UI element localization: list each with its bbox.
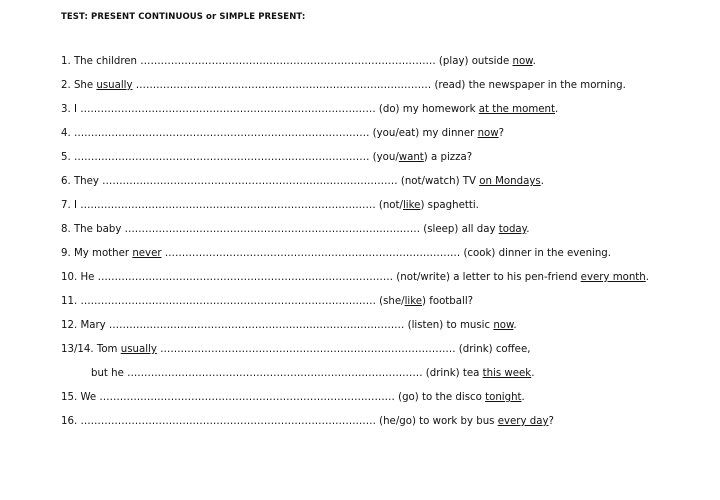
item-keyword: usually — [96, 80, 133, 91]
exercise-item-2 — [61, 79, 626, 93]
item-text: ? — [498, 128, 505, 139]
item-text: ? — [548, 416, 554, 427]
item-keyword: like — [402, 200, 421, 211]
item-keyword: at the moment — [478, 104, 555, 115]
item-keyword: usually — [120, 344, 157, 355]
exercise-item-9 — [61, 247, 611, 261]
exercise-item-16 — [61, 415, 554, 429]
item-text: 16. …………………………………………………………………………… (he/go) to work by bus — [61, 416, 498, 427]
item-keyword: never — [132, 248, 162, 259]
item-text: …………………………………………………………………………… (drink) coffee, — [156, 344, 531, 355]
item-text: . — [521, 392, 525, 403]
item-keyword: today — [498, 224, 527, 235]
item-text: ) a pizza? — [423, 152, 473, 163]
exercise-item-6 — [61, 175, 544, 189]
item-keyword: every month — [580, 272, 646, 283]
item-keyword: tonight — [485, 392, 522, 403]
item-text: 15. We …………………………………………………………………………… (go) to the disco — [61, 392, 486, 403]
item-text: …………………………………………………………………………… (read) the newspaper in the morning. — [132, 80, 626, 91]
exercise-item-13-14 — [61, 343, 530, 357]
exercise-item-12 — [61, 319, 517, 333]
item-text: . — [554, 104, 559, 115]
item-keyword: now — [512, 56, 533, 67]
test-title: TEST: PRESENT CONTINUOUS or SIMPLE PRESENT: — [61, 12, 306, 22]
item-text: 10. He …………………………………………………………………………… (not/write) a letter to his pen-friend — [61, 272, 581, 283]
item-keyword: this week — [482, 368, 532, 379]
item-keyword: every day — [497, 416, 549, 427]
item-text: …………………………………………………………………………… (cook) dinner in the evening. — [161, 248, 612, 259]
exercise-item-1 — [61, 55, 536, 69]
item-text: 2. She — [61, 80, 97, 91]
exercise-item-10 — [61, 271, 649, 285]
exercise-item-13-14-continuation — [91, 367, 534, 381]
item-text: 4. …………………………………………………………………………… (you/eat) my dinner — [61, 128, 478, 139]
item-text: 7. I …………………………………………………………………………… (not/ — [61, 200, 403, 211]
item-text: 11. …………………………………………………………………………… (she/ — [61, 296, 405, 307]
item-text: . — [532, 56, 536, 67]
item-text: 9. My mother — [61, 248, 133, 259]
item-text: 1. The children …………………………………………………………………………… (play) outside — [61, 56, 513, 67]
item-text: but he …………………………………………………………………………… (drink) tea — [91, 368, 483, 379]
item-text: . — [526, 224, 530, 235]
item-text: . — [531, 368, 535, 379]
item-keyword: want — [398, 152, 424, 163]
exercise-item-11 — [61, 295, 473, 309]
exercise-item-4 — [61, 127, 504, 141]
item-text: . — [540, 176, 544, 187]
item-text: ) spaghetti. — [420, 200, 479, 211]
item-text: 6. They …………………………………………………………………………… (not/watch) TV — [61, 176, 480, 187]
item-text: 13/14. Tom — [61, 344, 121, 355]
item-text: 5. …………………………………………………………………………… (you/ — [61, 152, 399, 163]
item-keyword: on Mondays — [479, 176, 541, 187]
exercise-item-8 — [61, 223, 529, 237]
item-text: . — [513, 320, 517, 331]
item-text: 8. The baby …………………………………………………………………………… (sleep) all day — [61, 224, 499, 235]
item-text: . — [645, 272, 650, 283]
item-text: 3. I …………………………………………………………………………… (do) my homework — [61, 104, 479, 115]
item-keyword: like — [404, 296, 423, 307]
item-keyword: now — [477, 128, 499, 139]
item-keyword: now — [493, 320, 514, 331]
item-text: ) football? — [422, 296, 474, 307]
item-text: 12. Mary …………………………………………………………………………… (listen) to music — [61, 320, 494, 331]
exercise-item-15 — [61, 391, 525, 405]
exercise-item-5 — [61, 151, 472, 165]
exercise-item-7 — [61, 199, 479, 213]
exercise-item-3 — [61, 103, 558, 117]
